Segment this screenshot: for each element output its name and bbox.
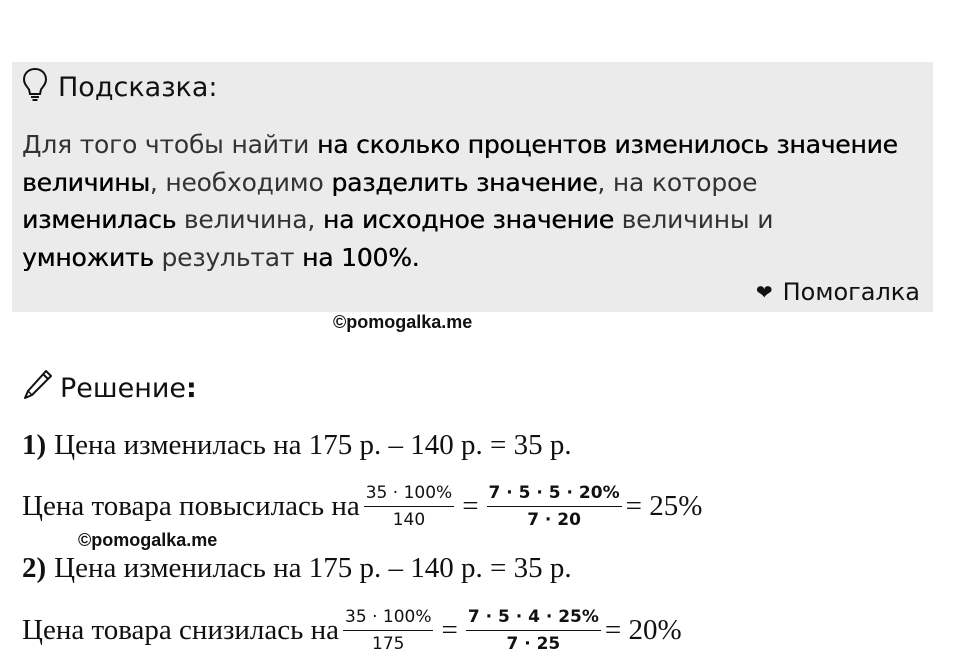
step2-number: 2) — [22, 551, 47, 584]
heart-icon: ❤ — [755, 280, 773, 304]
step2-result-text: Цена товара снизилась на — [22, 613, 340, 646]
hint-text-bold: изменилась — [22, 205, 177, 234]
step1-answer: = 25% — [625, 489, 703, 522]
step1-text: Цена изменилась на 175 р. – 140 р. = 35 р. — [54, 428, 572, 461]
step2-answer: = 20% — [604, 613, 682, 646]
step2-line — [22, 548, 572, 588]
hint-text-bold: умножить — [22, 242, 154, 272]
fraction — [343, 607, 433, 654]
pencil-icon — [22, 368, 60, 409]
fraction — [487, 483, 622, 530]
solution-colon: : — [186, 372, 197, 404]
fraction-denominator: 7 · 25 — [506, 633, 561, 654]
hint-header — [22, 68, 218, 106]
lightbulb-icon — [22, 67, 58, 108]
step2-text: Цена изменилась на 175 р. – 140 р. = 35 р. — [54, 551, 572, 584]
equals-sign: = — [441, 613, 458, 646]
step1-result-text: Цена товара повысилась на — [22, 489, 360, 522]
brand — [756, 278, 920, 306]
fraction-numerator: 7 · 5 · 5 · 20% — [487, 483, 622, 507]
watermark: ©pomogalka.me — [78, 530, 218, 550]
hint-text-part: , на которое — [597, 167, 758, 197]
hint-text-bold: на 100%. — [301, 242, 420, 272]
step2-result — [22, 602, 682, 658]
brand-label: Помогалка — [782, 278, 920, 306]
solution-header — [22, 368, 197, 408]
fraction-numerator: 35 · 100% — [343, 607, 433, 631]
watermark: ©pomogalka.me — [333, 312, 473, 332]
fraction-denominator: 7 · 20 — [527, 509, 581, 530]
hint-text-bold: на исходное значение — [322, 205, 614, 234]
hint-text-part: величина, — [176, 205, 323, 234]
hint-text-bold: на сколько процентов изменилось значение величины — [22, 130, 898, 197]
fraction-numerator: 7 · 5 · 4 · 25% — [466, 607, 601, 631]
fraction — [364, 483, 454, 530]
hint-text-part: величины и — [613, 205, 774, 234]
solution-title: Решение — [60, 372, 187, 404]
step1-line — [22, 425, 572, 465]
equals-sign: = — [462, 489, 479, 522]
hint-title: Подсказка: — [58, 71, 218, 103]
hint-text-bold: разделить значение — [331, 167, 598, 197]
step1-result — [22, 478, 702, 534]
hint-text-part: , необходимо — [149, 167, 332, 197]
fraction — [466, 607, 601, 654]
fraction-numerator: 35 · 100% — [364, 483, 454, 507]
hint-text-part: Для того чтобы найти — [22, 130, 317, 159]
step1-number: 1) — [22, 428, 47, 461]
hint-text — [22, 126, 912, 276]
hint-text-part: результат — [153, 242, 302, 272]
fraction-denominator: 140 — [392, 509, 426, 530]
fraction-denominator: 175 — [372, 633, 405, 654]
